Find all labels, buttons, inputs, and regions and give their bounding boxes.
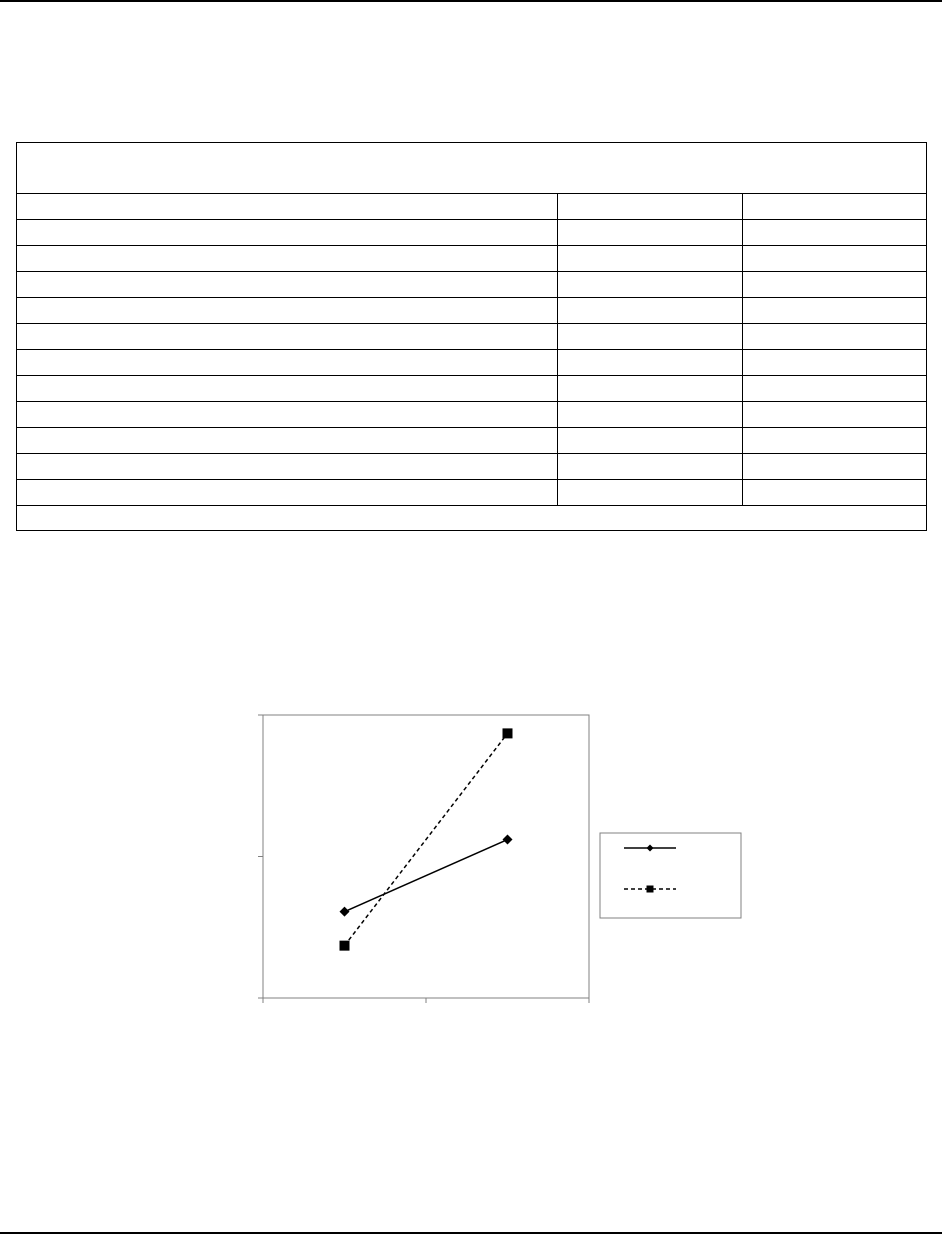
table-cell (17, 298, 558, 324)
table-cell (17, 272, 558, 298)
table-row (17, 454, 927, 480)
table-cell (17, 454, 558, 480)
table-cell (17, 480, 558, 506)
interaction-figure (200, 700, 760, 1020)
table-row (17, 480, 927, 506)
table-row (17, 298, 927, 324)
table-cell (17, 324, 558, 350)
table-cell (558, 246, 743, 272)
table-cell (558, 376, 743, 402)
table-cell (743, 324, 927, 350)
table-cell (558, 350, 743, 376)
table-header-cell (558, 194, 743, 220)
table-note-row (17, 506, 927, 531)
table-cell (743, 402, 927, 428)
bottom-rule (0, 1232, 942, 1234)
table-cell (558, 220, 743, 246)
table-cell (743, 272, 927, 298)
table-row (17, 376, 927, 402)
legend-box (600, 833, 741, 918)
table-cell (743, 350, 927, 376)
data-point-square (340, 941, 350, 951)
table-cell (558, 324, 743, 350)
table-cell (743, 480, 927, 506)
table-header-cell (17, 194, 558, 220)
table-note (17, 506, 927, 531)
table-cell (17, 246, 558, 272)
table-cell (558, 272, 743, 298)
table-row (17, 402, 927, 428)
table-cell (743, 298, 927, 324)
results-table (16, 142, 927, 531)
top-rule (0, 0, 942, 2)
table-header-row (17, 194, 927, 220)
legend (600, 833, 741, 918)
table-cell (17, 220, 558, 246)
table-cell (558, 480, 743, 506)
table-cell (558, 428, 743, 454)
table-cell (558, 454, 743, 480)
table-cell (17, 402, 558, 428)
table-row (17, 428, 927, 454)
table-caption (17, 143, 927, 194)
table-row (17, 220, 927, 246)
table-header-cell (743, 194, 927, 220)
table-caption-row (17, 143, 927, 194)
table-cell (17, 376, 558, 402)
table-cell (558, 402, 743, 428)
legend-marker-square (647, 886, 654, 893)
table-cell (17, 428, 558, 454)
table-cell (743, 454, 927, 480)
table-row (17, 272, 927, 298)
table-cell (743, 220, 927, 246)
table-cell (743, 246, 927, 272)
line-chart (200, 700, 760, 1020)
table-row (17, 246, 927, 272)
table-cell (558, 298, 743, 324)
table-cell (743, 428, 927, 454)
table-row (17, 324, 927, 350)
plot-area (263, 715, 589, 998)
data-point-square (503, 728, 513, 738)
table-row (17, 350, 927, 376)
table-cell (17, 350, 558, 376)
table-cell (743, 376, 927, 402)
